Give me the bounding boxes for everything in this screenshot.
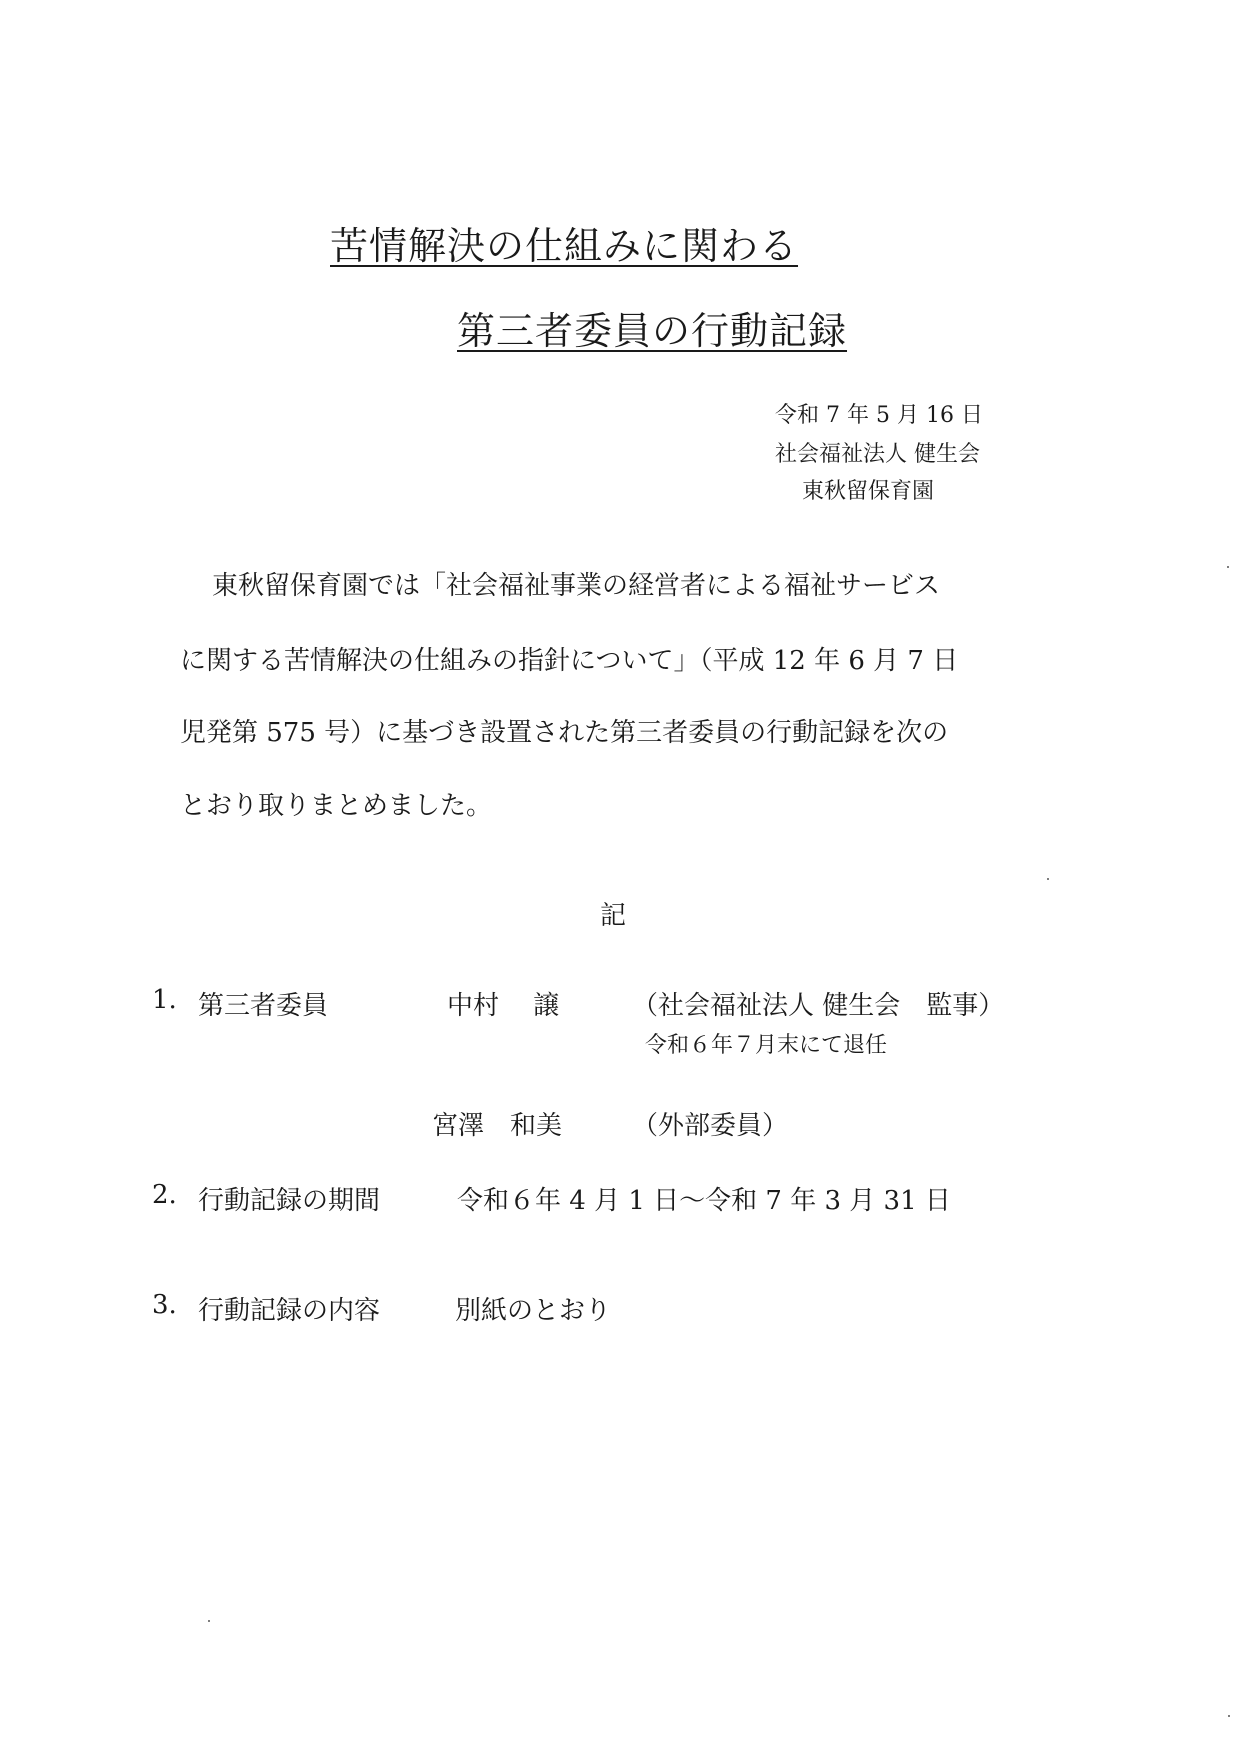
item-3-label: 行動記録の内容 xyxy=(198,1296,381,1326)
member-1-name: 中村 譲 xyxy=(447,991,560,1021)
body-text-line: とおり取りまとめました。 xyxy=(180,791,493,821)
member-1-affiliation: （社会福祉法人 健生会 監事） xyxy=(632,991,1005,1021)
issuer-organization: 社会福祉法人 健生会 xyxy=(775,442,980,467)
scan-speck xyxy=(1228,1715,1230,1717)
item-2-number: 2. xyxy=(152,1180,177,1210)
body-text-line: 東秋留保育園では「社会福祉事業の経営者による福祉サービス xyxy=(212,571,941,601)
item-1-number: 1. xyxy=(152,985,177,1015)
body-text-line: 児発第 575 号）に基づき設置された第三者委員の行動記録を次の xyxy=(180,718,949,748)
issue-date: 令和 7 年 5 月 16 日 xyxy=(775,403,983,428)
document-title-line-2: 第三者委員の行動記録 xyxy=(457,309,848,353)
scan-speck xyxy=(1047,878,1049,880)
ki-heading: 記 xyxy=(600,901,627,931)
member-2-name: 宮澤 和美 xyxy=(432,1111,563,1141)
item-3-value: 別紙のとおり xyxy=(455,1296,612,1326)
scan-speck xyxy=(208,1620,210,1622)
member-1-note: 令和６年７月末にて退任 xyxy=(645,1033,888,1058)
body-text-line: に関する苦情解決の仕組みの指針について」（平成 12 年 6 月 7 日 xyxy=(180,646,959,676)
issuer-facility: 東秋留保育園 xyxy=(802,479,935,504)
item-2-label: 行動記録の期間 xyxy=(198,1186,381,1216)
scan-speck xyxy=(1227,566,1229,568)
item-3-number: 3. xyxy=(152,1290,177,1320)
item-2-value: 令和６年 4 月 1 日～令和 7 年 3 月 31 日 xyxy=(457,1186,951,1216)
member-2-affiliation: （外部委員） xyxy=(632,1111,789,1141)
document-title-line-1: 苦情解決の仕組みに関わる xyxy=(330,224,799,268)
item-1-label: 第三者委員 xyxy=(198,991,329,1021)
